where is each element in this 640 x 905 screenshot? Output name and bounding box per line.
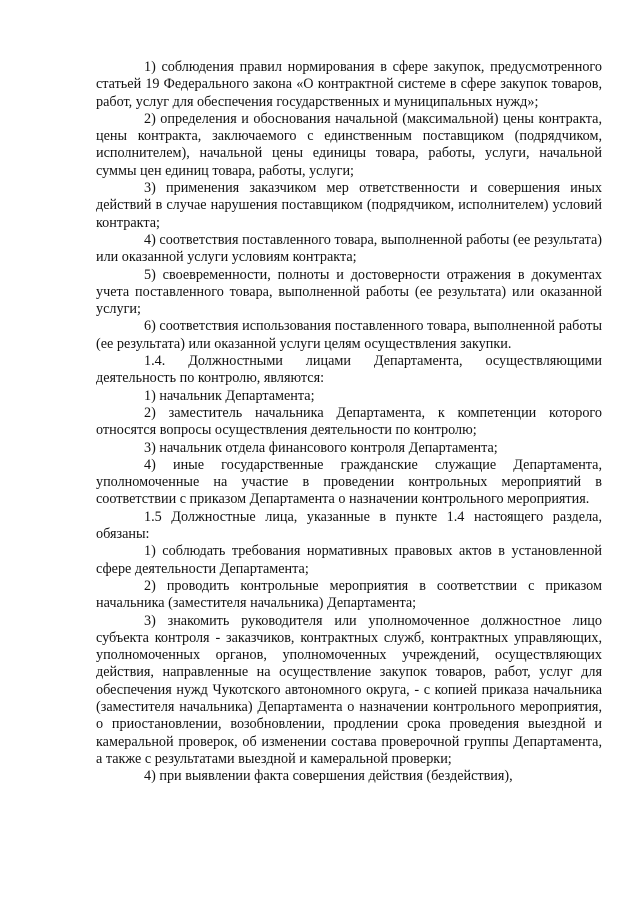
- paragraph-1-2: 2) определения и обоснования начальной (максимальной) цены контракта, цены контракта, заключаемого с единственным поставщиком (подрядчиком, исполнителем), начальной цены единицы товара, работы, услуги, начальной суммы цен единиц товара, работы, услуги;: [96, 110, 602, 179]
- document-page: [96, 59, 602, 785]
- paragraph-1-4: 4) соответствия поставленного товара, выполненной работы (ее результата) или оказанной услуги условиям контракта;: [96, 231, 602, 266]
- paragraph-1-5-3: 3) знакомить руководителя или уполномоченное должностное лицо субъекта контроля - заказчиков, контрактных служб, контрактных управляющих, уполномоченных органов, уполномоченных учреждений, осуществляющих действия, направленные на осуществление закупок товаров, работ, услуг для обеспечения нужд Чукотского автономного округа, - с копией приказа начальника (заместителя начальника) Департамента о назначении контрольного мероприятия, о приостановлении, возобновлении, продлении срока проведения выездной и камеральной проверок, об изменении состава проверочной группы Департамента, а также с результатами выездной и камеральной проверки;: [96, 612, 602, 767]
- paragraph-1-5-1: 1) соблюдать требования нормативных правовых актов в установленной сфере деятельности Департамента;: [96, 543, 602, 577]
- paragraph-1-5: 5) своевременности, полноты и достоверности отражения в документах учета поставленного товара, выполненной работы (ее результата) или оказанной услуги;: [96, 266, 602, 318]
- paragraph-1-6: 6) соответствия использования поставленного товара, выполненной работы (ее результата) или оказанной услуги целям осуществления закупки.: [96, 318, 602, 352]
- paragraph-1-3: 3) применения заказчиком мер ответственности и совершения иных действий в случае нарушения поставщиком (подрядчиком, исполнителем) условий контракта;: [96, 180, 602, 231]
- section-1-4-heading: 1.4. Должностными лицами Департамента, осуществляющими деятельность по контролю, являются:: [96, 353, 602, 387]
- paragraph-1-1: 1) соблюдения правил нормирования в сфере закупок, предусмотренного статьей 19 Федерального закона «О контрактной системе в сфере закупок товаров, работ, услуг для обеспечения государственных и муниципальных нужд»;: [96, 59, 602, 110]
- paragraph-1-4-4: 4) иные государственные гражданские служащие Департамента, уполномоченные на участие в проведении контрольных мероприятий в соответствии с приказом Департамента о назначении контрольного мероприятия.: [96, 456, 602, 508]
- paragraph-1-4-1: 1) начальник Департамента;: [144, 387, 315, 404]
- paragraph-1-4-2: 2) заместитель начальника Департамента, к компетенции которого относятся вопросы осуществления деятельности по контролю;: [96, 404, 602, 439]
- paragraph-1-5-4: 4) при выявлении факта совершения действия (бездействия),: [144, 768, 513, 785]
- section-1-5-heading: 1.5 Должностные лица, указанные в пункте 1.4 настоящего раздела, обязаны:: [96, 508, 602, 543]
- paragraph-1-5-2: 2) проводить контрольные мероприятия в соответствии с приказом начальника (заместителя начальника) Департамента;: [96, 577, 602, 612]
- paragraph-1-4-3: 3) начальник отдела финансового контроля Департамента;: [144, 439, 498, 456]
